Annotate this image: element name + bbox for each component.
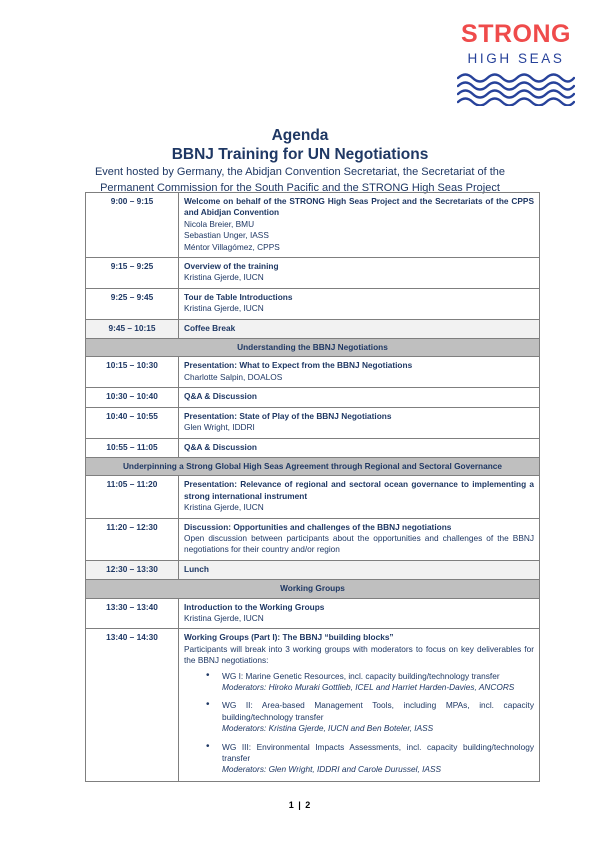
agenda-row-title: Presentation: Relevance of regional and sectoral ocean governance to implementing a strong international instrument	[184, 479, 534, 501]
agenda-row	[86, 629, 540, 781]
working-group-title: WG III: Environmental Impacts Assessments, incl. capacity building/technology transfer	[222, 741, 534, 764]
agenda-row-title: Welcome on behalf of the STRONG High Seas Project and the Secretariats of the CPPS and Abidjan Convention	[184, 196, 534, 218]
page-title-line1: Agenda	[271, 127, 329, 144]
agenda-row	[86, 476, 540, 518]
logo-word-strong: STRONG	[461, 20, 571, 48]
agenda-section-header-row	[86, 580, 540, 598]
agenda-section-label: Underpinning a Strong Global High Seas Agreement through Regional and Sectoral Governance	[86, 457, 540, 475]
page-title-line2: BBNJ Training for UN Negotiations	[171, 146, 429, 163]
agenda-row-description	[179, 629, 540, 781]
working-group-moderators: Moderators: Hiroko Muraki Gottlieb, ICEL and Harriet Harden-Davies, ANCORS	[222, 682, 515, 692]
strong-high-seas-logo	[457, 22, 575, 106]
agenda-section-header-row	[86, 457, 540, 475]
agenda-row-description	[179, 258, 540, 289]
agenda-row-time: 9:25 – 9:45	[86, 288, 179, 319]
agenda-row-time: 13:30 – 13:40	[86, 598, 179, 629]
agenda-row-title: Introduction to the Working Groups	[184, 601, 325, 612]
agenda-row	[86, 258, 540, 289]
agenda-row-speaker: Glen Wright, IDDRI	[184, 422, 255, 433]
agenda-row	[86, 388, 540, 407]
agenda-row-time: 10:40 – 10:55	[86, 407, 179, 438]
agenda-table	[85, 192, 540, 782]
working-group-title: WG I: Marine Genetic Resources, incl. capacity building/technology transfer	[222, 670, 500, 681]
agenda-row-time: 10:55 – 11:05	[86, 438, 179, 457]
working-group-moderators: Moderators: Kristina Gjerde, IUCN and Ben Boteler, IASS	[222, 723, 434, 734]
agenda-row-description	[179, 598, 540, 629]
agenda-row-time: 13:40 – 14:30	[86, 629, 179, 781]
agenda-row	[86, 193, 540, 258]
working-groups-list	[184, 671, 534, 776]
agenda-row-speaker: Open discussion between participants about the opportunities and challenges of the BBNJ negotiations for their country and/or region	[184, 532, 534, 555]
agenda-row-time: 11:05 – 11:20	[86, 476, 179, 518]
agenda-row	[86, 518, 540, 560]
agenda-row-time: 9:00 – 9:15	[86, 193, 179, 258]
working-group-item	[222, 700, 534, 734]
agenda-row-time: 9:15 – 9:25	[86, 258, 179, 289]
working-group-moderators: Moderators: Glen Wright, IDDRI and Carole Durussel, IASS	[222, 764, 442, 775]
agenda-row-speaker: Kristina Gjerde, IUCN	[184, 612, 264, 623]
agenda-row	[86, 407, 540, 438]
agenda-row-description	[179, 407, 540, 438]
agenda-row-description	[179, 560, 540, 579]
agenda-row-title: Overview of the training	[184, 261, 279, 272]
agenda-row	[86, 438, 540, 457]
agenda-row-title: Working Groups (Part I): The BBNJ “building blocks”	[184, 632, 394, 643]
agenda-row-speaker: Nicola Breier, BMU	[184, 218, 255, 229]
document-header	[40, 126, 560, 195]
agenda-section-header-row	[86, 339, 540, 357]
agenda-row-title: Q&A & Discussion	[184, 391, 257, 402]
agenda-row-description	[179, 518, 540, 560]
agenda-row-title: Q&A & Discussion	[184, 441, 257, 452]
agenda-row-time: 11:20 – 12:30	[86, 518, 179, 560]
agenda-row-title: Tour de Table Introductions	[184, 291, 293, 302]
agenda-row-speaker: Méntor Villagómez, CPPS	[184, 241, 280, 252]
agenda-row	[86, 598, 540, 629]
agenda-row-time: 10:30 – 10:40	[86, 388, 179, 407]
agenda-row-title: Presentation: State of Play of the BBNJ Negotiations	[184, 410, 392, 421]
agenda-row-description	[179, 438, 540, 457]
page-footer: 1 | 2	[288, 800, 312, 810]
page-subtitle-line1: Event hosted by Germany, the Abidjan Convention Secretariat, the Secretariat of the	[94, 166, 506, 178]
agenda-row-description	[179, 288, 540, 319]
page-subtitle-line2: Permanent Commission for the South Pacific and the STRONG High Seas Project	[100, 181, 500, 194]
agenda-row-speaker: Charlotte Salpin, DOALOS	[184, 371, 283, 382]
agenda-row	[86, 319, 540, 338]
agenda-row-description	[179, 319, 540, 338]
logo-word-high-seas: HIGH SEAS	[467, 51, 565, 66]
agenda-row-speaker: Kristina Gjerde, IUCN	[184, 502, 264, 513]
agenda-row-description	[179, 476, 540, 518]
agenda-row-time: 9:45 – 10:15	[86, 319, 179, 338]
agenda-row	[86, 560, 540, 579]
agenda-row-speaker: Kristina Gjerde, IUCN	[184, 272, 264, 283]
waves-icon	[457, 72, 575, 106]
working-group-item	[222, 671, 534, 694]
agenda-row-speaker: Sebastian Unger, IASS	[184, 230, 269, 241]
agenda-section-label: Understanding the BBNJ Negotiations	[86, 339, 540, 357]
agenda-row-title: Lunch	[184, 563, 209, 574]
agenda-row	[86, 357, 540, 388]
working-group-item	[222, 742, 534, 776]
working-group-title: WG II: Area-based Management Tools, including MPAs, incl. capacity building/technology transfer	[222, 700, 534, 722]
working-groups-intro: Participants will break into 3 working groups with moderators to focus on key deliverables for the BBNJ negotiations:	[184, 643, 534, 666]
agenda-row-speaker: Kristina Gjerde, IUCN	[184, 303, 264, 314]
agenda-row-time: 12:30 – 13:30	[86, 560, 179, 579]
agenda-row	[86, 288, 540, 319]
agenda-row-title: Discussion: Opportunities and challenges of the BBNJ negotiations	[184, 521, 452, 532]
agenda-section-label: Working Groups	[86, 580, 540, 598]
agenda-row-description	[179, 357, 540, 388]
agenda-row-title: Coffee Break	[184, 322, 236, 333]
agenda-table-container	[85, 192, 534, 782]
agenda-row-time: 10:15 – 10:30	[86, 357, 179, 388]
agenda-row-description	[179, 193, 540, 258]
agenda-row-description	[179, 388, 540, 407]
agenda-row-title: Presentation: What to Expect from the BBNJ Negotiations	[184, 360, 413, 371]
